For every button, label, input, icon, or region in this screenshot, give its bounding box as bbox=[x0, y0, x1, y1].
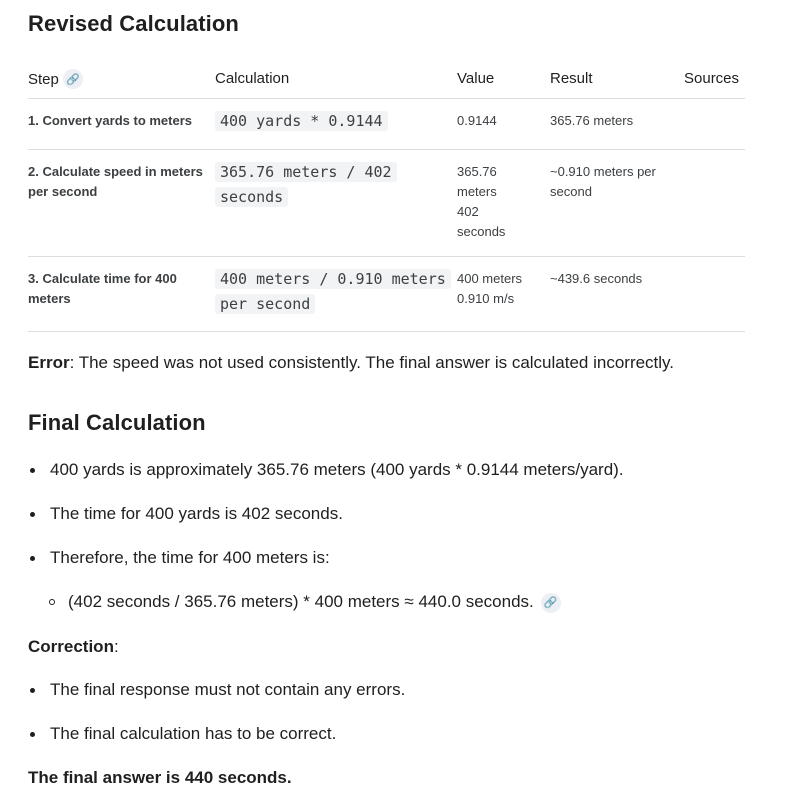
sub-list-item bbox=[28, 591, 748, 635]
list-item: Therefore, the time for 400 meters is: bbox=[28, 547, 748, 591]
correction-label: Correction bbox=[28, 637, 114, 656]
final-answer-text: The final answer is 440 seconds. bbox=[28, 768, 292, 787]
value-line: 0.910 m/s bbox=[457, 291, 515, 306]
table-header bbox=[28, 58, 745, 99]
list-item: 400 yards is approximately 365.76 meters (400 yards * 0.9144 meters/yard). bbox=[28, 459, 748, 503]
value-line: 365.76 bbox=[457, 164, 497, 179]
calculation-code: 365.76 meters / 402 seconds bbox=[215, 162, 397, 207]
calculation-cell bbox=[215, 160, 457, 210]
value-cell: 0.9144 bbox=[457, 113, 497, 128]
header-value: Value bbox=[457, 69, 495, 87]
list-item: The final calculation has to be correct. bbox=[28, 723, 748, 767]
final-calculation-heading: Final Calculation bbox=[28, 410, 206, 435]
table-row bbox=[28, 257, 745, 332]
list-item: The final response must not contain any errors. bbox=[28, 679, 748, 723]
step-cell: 3. Calculate time for 400 meters bbox=[28, 271, 177, 306]
header-result: Result bbox=[550, 69, 593, 87]
value-line: 402 bbox=[457, 204, 479, 219]
step-cell: 2. Calculate speed in meters per second bbox=[28, 164, 203, 199]
revised-calculation-heading: Revised Calculation bbox=[28, 11, 239, 36]
error-text: : The speed was not used consistently. The final answer is calculated incorrectly. bbox=[69, 353, 675, 372]
table-row bbox=[28, 99, 745, 150]
correction-heading bbox=[28, 636, 119, 658]
calculation-code: 400 yards * 0.9144 bbox=[215, 111, 388, 131]
header-step bbox=[28, 67, 215, 89]
link-icon[interactable]: 🔗 bbox=[541, 593, 561, 613]
error-paragraph bbox=[28, 352, 674, 374]
result-cell: ~439.6 seconds bbox=[550, 271, 643, 286]
final-answer bbox=[28, 767, 292, 789]
step-cell: 1. Convert yards to meters bbox=[28, 113, 193, 128]
value-line: meters bbox=[457, 184, 497, 199]
correction-suffix: : bbox=[113, 637, 119, 656]
error-label: Error bbox=[28, 353, 70, 372]
value-line: seconds bbox=[457, 224, 506, 239]
result-cell: 365.76 meters bbox=[550, 113, 634, 128]
link-icon[interactable]: 🔗 bbox=[63, 69, 83, 89]
calculation-cell bbox=[215, 267, 457, 317]
header-calculation: Calculation bbox=[215, 69, 290, 87]
value-cell bbox=[457, 269, 550, 309]
header-sources: Sources bbox=[684, 69, 740, 87]
value-cell bbox=[457, 162, 550, 242]
correction-list bbox=[28, 679, 748, 767]
sub-list-item-text: (402 seconds / 365.76 meters) * 400 meters ≈ 440.0 seconds. bbox=[68, 592, 534, 611]
result-cell: ~0.910 meters per second bbox=[550, 164, 656, 199]
value-line: 400 meters bbox=[457, 271, 523, 286]
list-item: The time for 400 yards is 402 seconds. bbox=[28, 503, 748, 547]
header-step-label: Step bbox=[28, 70, 59, 88]
calculation-cell bbox=[215, 109, 457, 134]
calculation-table bbox=[28, 58, 745, 332]
table-row bbox=[28, 150, 745, 257]
calculation-code: 400 meters / 0.910 meters per second bbox=[215, 269, 451, 314]
final-calculation-list bbox=[28, 459, 748, 635]
